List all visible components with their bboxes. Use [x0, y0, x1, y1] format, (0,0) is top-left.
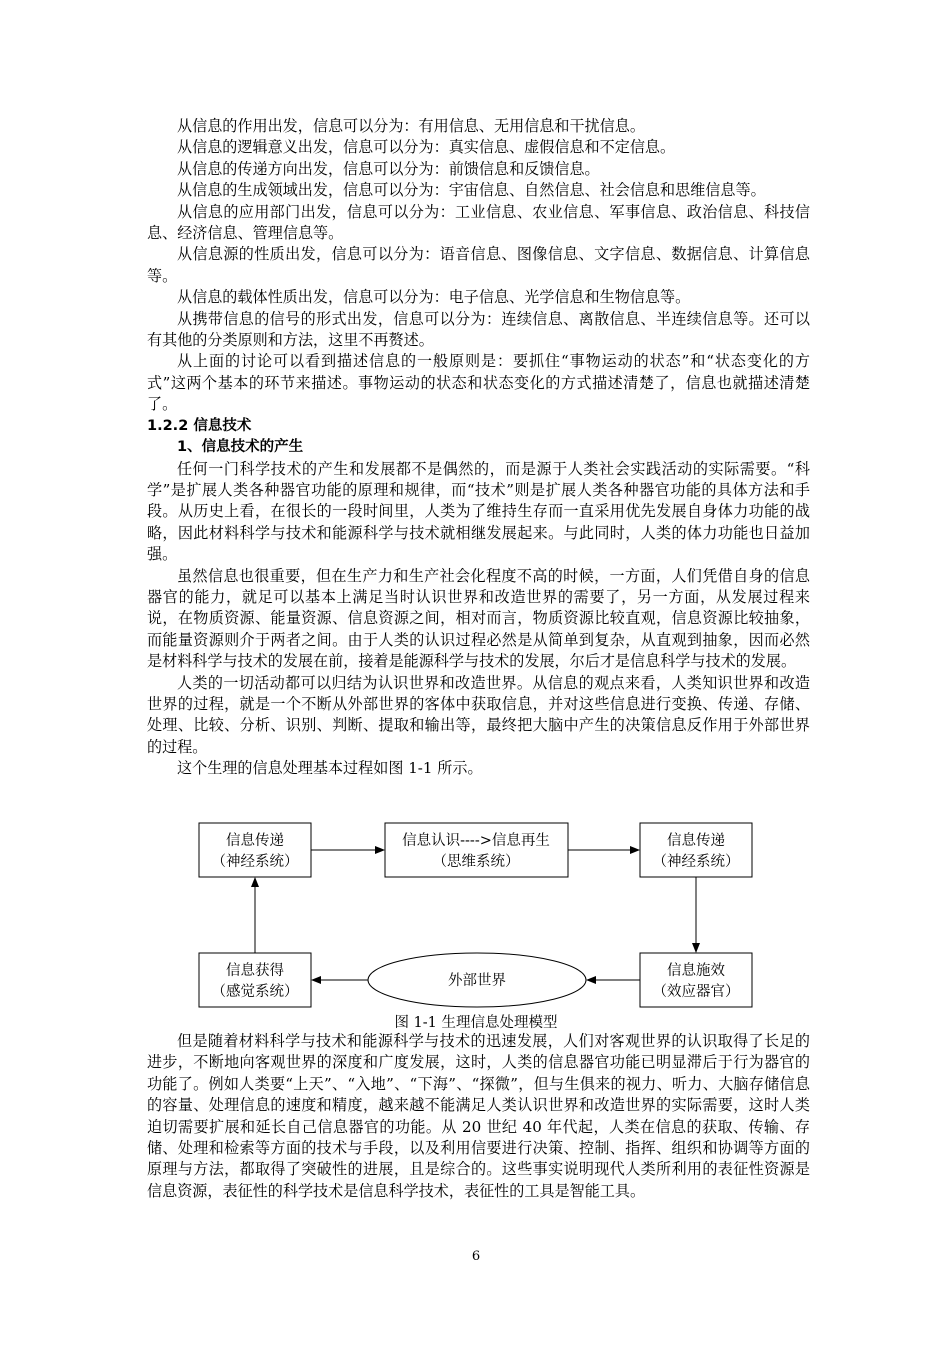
paragraph: 任何一门科学技术的产生和发展都不是偶然的，而是源于人类社会实践活动的实际需要。“科学”是扩展人类各种器官功能的原理和规律，而“技术”则是扩展人类各种器官功能的具体方法和手段。从历史上看，在很长的一段时间里，人类为了维持生存而一直采用优先发展自身体力功能的战略，因此材料科学与技术和能源科学与技术就相继发展起来。与此同时，人类的体力功能也日益加强。	[147, 459, 810, 564]
box-effector	[640, 953, 752, 1007]
box-label: 信息传递	[667, 833, 725, 849]
box-acquisition	[199, 953, 311, 1007]
body-text-lower	[147, 1031, 810, 1202]
box-nerve-transmission-right	[640, 823, 752, 877]
box-sublabel: （效应器官）	[652, 984, 740, 1000]
figure-caption: 图 1-1 生理信息处理模型	[394, 1015, 558, 1031]
paragraph: 但是随着材料科学与技术和能源科学与技术的迅速发展，人们对客观世界的认识取得了长足的进步，不断地向客观世界的深度和广度发展，这时，人类的信息器官功能已明显滞后于行为器官的功能了。例如人类要“上天”、“入地”、“下海”、“探微”，但与生俱来的视力、听力、大脑存储信息的容量、处理信息的速度和精度，越来越不能满足人类认识世界和改造世界的实际需要，这时人类迫切需要扩展和延长自己信息器官的功能。从 20 世纪 40 年代起，人类在信息的获取、传输、存储、处理和检索等方面的技术与手段，以及利用信要进行决策、控制、指挥、组织和协调等方面的原理与方法，都取得了突破性的进展，且是综合的。这些事实说明现代人类所利用的表征性资源是信息资源，表征性的科学技术是信息科学技术，表征性的工具是智能工具。	[147, 1032, 810, 1200]
box-sublabel: （神经系统）	[652, 854, 740, 870]
box-sublabel: （感觉系统）	[211, 984, 299, 1000]
paragraph: 从携带信息的信号的形式出发，信息可以分为：连续信息、离散信息、半连续信息等。还可以有其他的分类原则和方法，这里不再赘述。	[147, 309, 810, 350]
paragraph: 从上面的讨论可以看到描述信息的一般原则是：要抓住“事物运动的状态”和“状态变化的方式”这两个基本的环节来描述。事物运动的状态和状态变化的方式描述清楚了，信息也就描述清楚了。	[147, 352, 810, 414]
paragraph: 从信息的传递方向出发，信息可以分为：前馈信息和反馈信息。	[177, 159, 600, 178]
paragraph: 从信息的生成领域出发，信息可以分为：宇宙信息、自然信息、社会信息和思维信息等。	[177, 181, 766, 200]
paragraph: 从信息的应用部门出发，信息可以分为：工业信息、农业信息、军事信息、政治信息、科技信息、经济信息、管理信息等。	[147, 202, 810, 243]
paragraph: 从信息源的性质出发，信息可以分为：语音信息、图像信息、文字信息、数据信息、计算信息等。	[147, 245, 810, 285]
box-label: 信息施效	[667, 963, 725, 979]
box-sublabel: （神经系统）	[211, 854, 299, 870]
box-label: 信息认识---->信息再生	[402, 833, 550, 849]
box-label: 信息获得	[226, 963, 284, 979]
page-number: 6	[471, 1249, 481, 1264]
subsection-heading: 1、信息技术的产生	[177, 439, 304, 456]
box-sublabel: （思维系统）	[432, 854, 520, 870]
paragraph: 从信息的逻辑意义出发，信息可以分为：真实信息、虚假信息和不定信息。	[177, 138, 676, 157]
section-heading: 1.2.2 信息技术	[147, 417, 252, 434]
figure-intro: 这个生理的信息处理基本过程如图 1-1 所示。	[177, 759, 483, 778]
paragraph: 从信息的载体性质出发，信息可以分为：电子信息、光学信息和生物信息等。	[177, 288, 691, 307]
ellipse-external-world	[368, 953, 586, 1007]
paragraph: 从信息的作用出发，信息可以分为：有用信息、无用信息和干扰信息。	[177, 117, 645, 135]
paragraph: 人类的一切活动都可以归结为认识世界和改造世界。从信息的观点来看，人类知识世界和改造世界的过程，就是一个不断从外部世界的客体中获取信息，并对这些信息进行变换、传递、存储、处理、比较、分析、识别、判断、提取和输出等，最终把大脑中产生的决策信息反作用于外部世界的过程。	[147, 673, 810, 756]
paragraph: 虽然信息也很重要，但在生产力和生产社会化程度不高的时候，一方面，人们凭借自身的信息器官的能力，就足可以基本上满足当时认识世界和改造世界的需要了，另一方面，从发展过程来说，在物质资源、能量资源、信息资源之间，相对而言，物质资源比较直观，信息资源比较抽象，而能量资源则介于两者之间。由于人类的认识过程必然是从简单到复杂，从直观到抽象，因而必然是材料科学与技术的发展在前，接着是能源科学与技术的发展，尔后才是信息科学与技术的发展。	[147, 566, 810, 671]
box-cognition-regeneration	[385, 823, 568, 877]
box-label: 信息传递	[226, 833, 284, 849]
ellipse-label: 外部世界	[448, 973, 506, 989]
box-nerve-transmission-left	[199, 823, 311, 877]
